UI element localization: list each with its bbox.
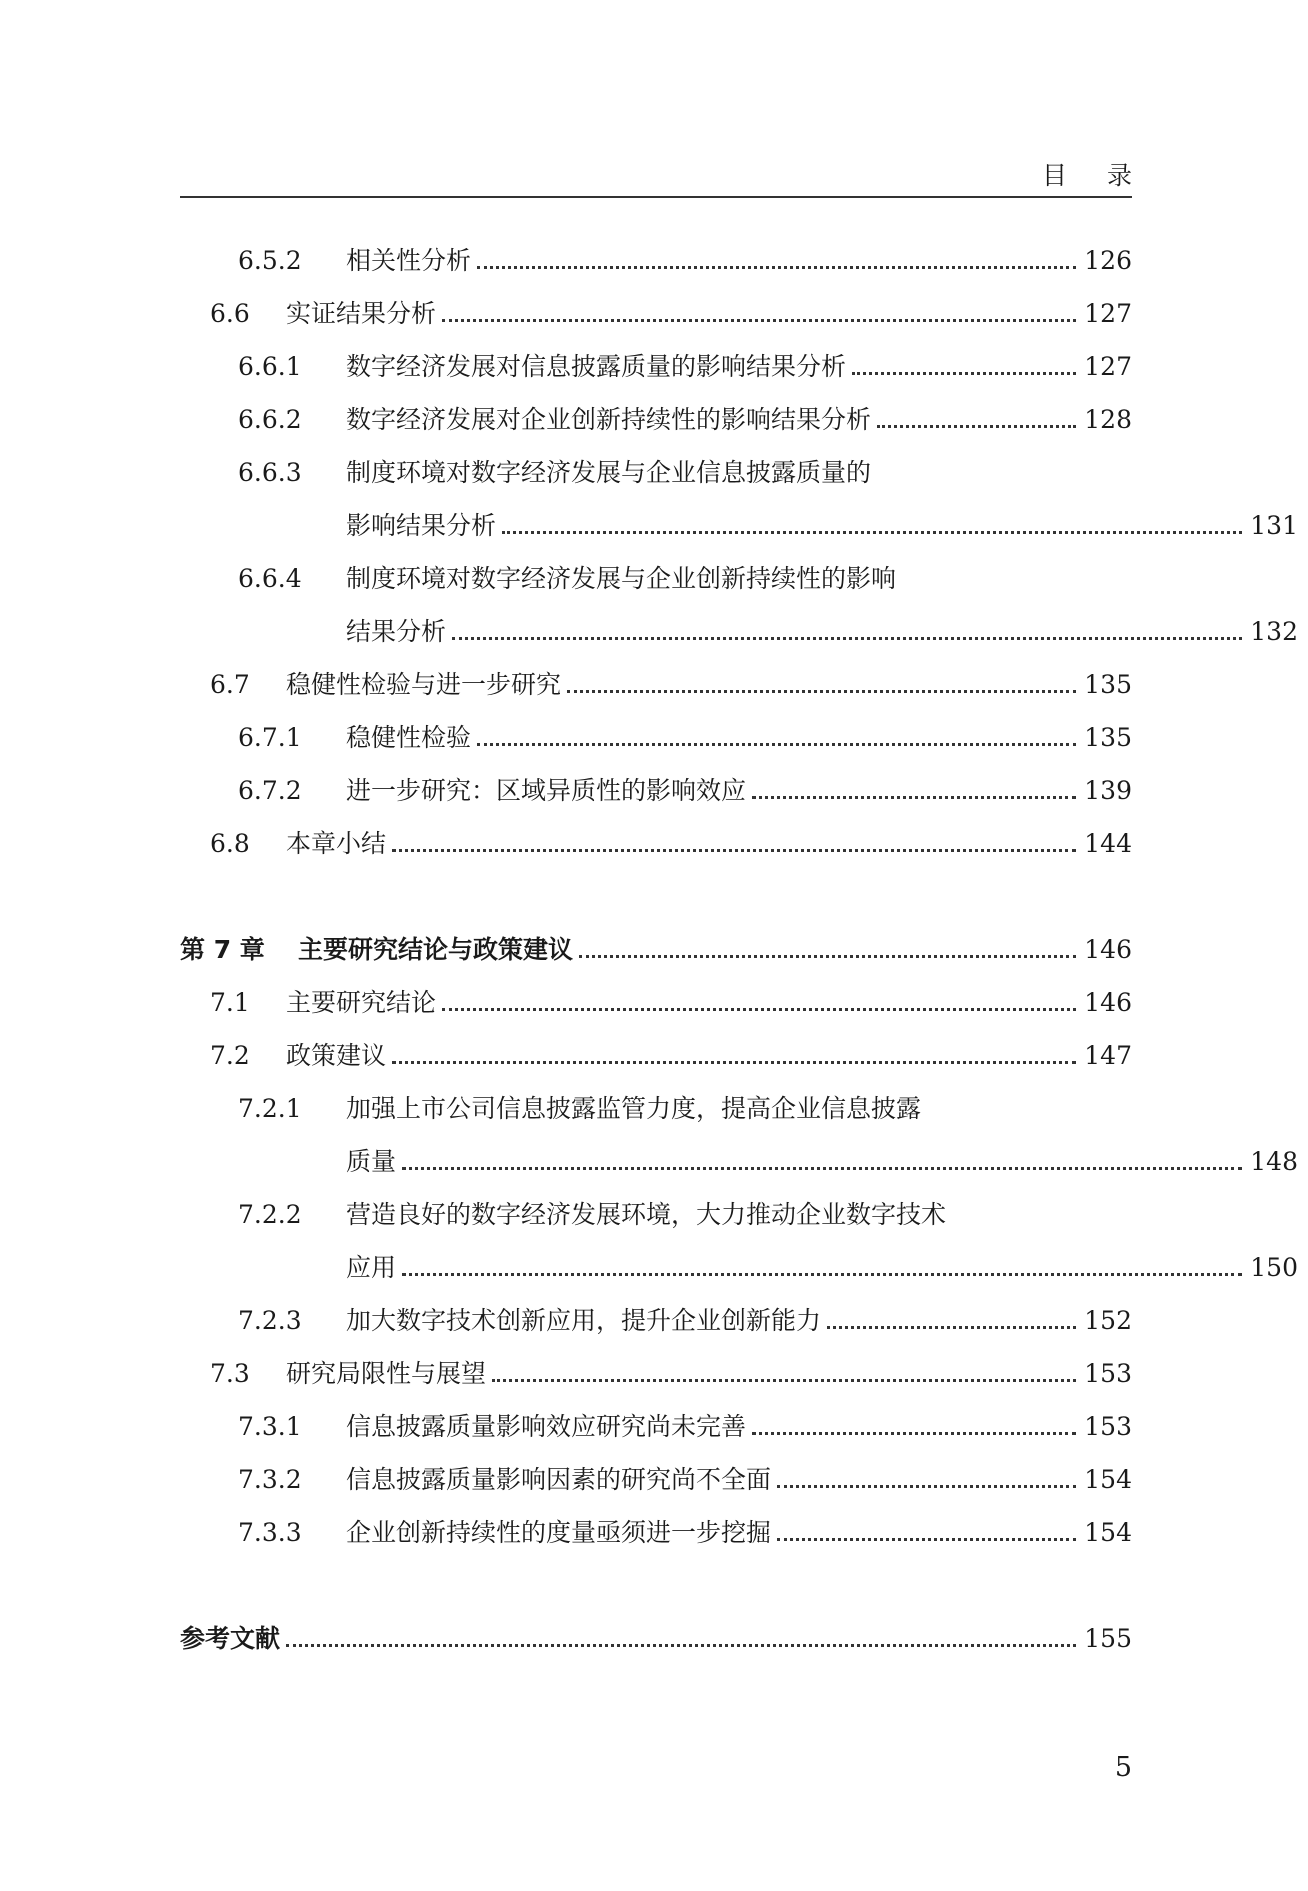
toc-entry xyxy=(180,1298,1132,1338)
toc-entry-page: 150 xyxy=(1250,1253,1298,1282)
toc-entry-page: 153 xyxy=(1084,1412,1132,1441)
toc-chapter-entry xyxy=(180,927,1132,967)
dot-leader xyxy=(579,955,1076,958)
toc-entry xyxy=(180,450,1132,490)
toc-entry-number: 6.8 xyxy=(210,829,250,858)
toc-entry xyxy=(180,715,1132,755)
dot-leader xyxy=(442,1008,1076,1011)
toc-entry-page: 132 xyxy=(1250,617,1298,646)
dot-leader xyxy=(877,425,1076,428)
toc-entry-number: 7.2 xyxy=(210,1041,250,1070)
dot-leader xyxy=(392,1061,1076,1064)
toc-entry-title: 质量 xyxy=(346,1147,397,1176)
dot-leader xyxy=(286,1644,1076,1647)
dot-leader xyxy=(402,1273,1242,1276)
toc-entry-page: 127 xyxy=(1084,352,1132,381)
toc-entry-page: 126 xyxy=(1084,246,1132,275)
dot-leader xyxy=(452,637,1242,640)
dot-leader xyxy=(477,266,1076,269)
toc-entry-number: 7.3.1 xyxy=(238,1412,302,1441)
dot-leader xyxy=(752,1432,1076,1435)
toc-entry-number: 6.7 xyxy=(210,670,250,699)
toc-entry-page: 152 xyxy=(1084,1306,1132,1335)
toc-entry-title: 企业创新持续性的度量亟须进一步挖掘 xyxy=(346,1518,772,1547)
toc-entry-page: 155 xyxy=(1084,1624,1132,1653)
toc-entry-title: 数字经济发展对信息披露质量的影响结果分析 xyxy=(346,352,847,381)
toc-entry-title: 实证结果分析 xyxy=(286,299,437,328)
toc-entry-page: 154 xyxy=(1084,1465,1132,1494)
toc-entry-number: 7.2.3 xyxy=(238,1306,302,1335)
toc-entry xyxy=(180,1192,1132,1232)
toc-entry-title: 加大数字技术创新应用，提升企业创新能力 xyxy=(346,1306,822,1335)
toc-references-entry xyxy=(180,1616,1132,1656)
toc-entry-continuation xyxy=(180,609,1298,649)
toc-entry-number: 7.1 xyxy=(210,988,250,1017)
toc-chapter-title: 主要研究结论与政策建议 xyxy=(298,935,574,964)
toc-entry-number: 7.2.1 xyxy=(238,1094,302,1123)
toc-entry-page: 147 xyxy=(1084,1041,1132,1070)
toc-entry-number: 7.3.2 xyxy=(238,1465,302,1494)
dot-leader xyxy=(827,1326,1076,1329)
toc-entry xyxy=(180,1457,1132,1497)
toc-entry-title: 营造良好的数字经济发展环境，大力推动企业数字技术 xyxy=(346,1200,947,1229)
toc-entry-title: 制度环境对数字经济发展与企业创新持续性的影响 xyxy=(346,564,897,593)
toc-entry-number: 6.6.1 xyxy=(238,352,302,381)
toc-entry-title: 应用 xyxy=(346,1253,397,1282)
toc-entry xyxy=(180,980,1132,1020)
toc-entry-number: 6.6.2 xyxy=(238,405,302,434)
page-number: 5 xyxy=(1114,1752,1132,1783)
toc-chapter-number: 第 7 章 xyxy=(180,935,265,964)
dot-leader xyxy=(477,743,1076,746)
dot-leader xyxy=(392,849,1076,852)
toc-entry xyxy=(180,1351,1132,1391)
toc-entry-title: 结果分析 xyxy=(346,617,447,646)
toc-entry-number: 7.2.2 xyxy=(238,1200,302,1229)
toc-entry-continuation xyxy=(180,1139,1298,1179)
dot-leader xyxy=(752,796,1076,799)
toc-entry-title: 稳健性检验 xyxy=(346,723,472,752)
toc-entry-number: 7.3.3 xyxy=(238,1518,302,1547)
toc-entry-title: 相关性分析 xyxy=(346,246,472,275)
toc-entry-page: 135 xyxy=(1084,670,1132,699)
toc-entry xyxy=(180,768,1132,808)
toc-entry-title: 影响结果分析 xyxy=(346,511,497,540)
toc-entry-title: 数字经济发展对企业创新持续性的影响结果分析 xyxy=(346,405,872,434)
toc-entry-number: 6.6.3 xyxy=(238,458,302,487)
toc-entry xyxy=(180,556,1132,596)
toc-entry-title: 研究局限性与展望 xyxy=(286,1359,487,1388)
toc-entry-title: 加强上市公司信息披露监管力度，提高企业信息披露 xyxy=(346,1094,922,1123)
header-rule xyxy=(180,196,1132,198)
toc-entry-page: 127 xyxy=(1084,299,1132,328)
toc-entry-continuation xyxy=(180,503,1298,543)
toc-entry-page: 144 xyxy=(1084,829,1132,858)
toc-entry-page: 146 xyxy=(1084,935,1132,964)
toc-entry-page: 153 xyxy=(1084,1359,1132,1388)
toc-entry-number: 6.6 xyxy=(210,299,250,328)
toc-entry xyxy=(180,1086,1132,1126)
toc-entry-title: 稳健性检验与进一步研究 xyxy=(286,670,562,699)
toc-entry-title: 进一步研究：区域异质性的影响效应 xyxy=(346,776,747,805)
toc-entry-number: 6.7.1 xyxy=(238,723,302,752)
toc-entry xyxy=(180,344,1132,384)
dot-leader xyxy=(777,1538,1076,1541)
toc-entry-title: 主要研究结论 xyxy=(286,988,437,1017)
toc-entry-continuation xyxy=(180,1245,1298,1285)
toc-entry-number: 7.3 xyxy=(210,1359,250,1388)
toc-entry-title: 信息披露质量影响效应研究尚未完善 xyxy=(346,1412,747,1441)
dot-leader xyxy=(402,1167,1242,1170)
toc-references-title: 参考文献 xyxy=(180,1624,281,1653)
toc-entry-title: 信息披露质量影响因素的研究尚不全面 xyxy=(346,1465,772,1494)
toc-entry-number: 6.5.2 xyxy=(238,246,302,275)
toc-entry-page: 154 xyxy=(1084,1518,1132,1547)
toc-entry-title: 政策建议 xyxy=(286,1041,387,1070)
dot-leader xyxy=(492,1379,1076,1382)
toc-entry-page: 146 xyxy=(1084,988,1132,1017)
dot-leader xyxy=(442,319,1076,322)
running-header: 目录 xyxy=(1041,161,1172,190)
toc-entry xyxy=(180,1404,1132,1444)
toc-entry xyxy=(180,291,1132,331)
toc-entry-number: 6.6.4 xyxy=(238,564,302,593)
toc-entry xyxy=(180,1510,1132,1550)
toc-entry xyxy=(180,662,1132,702)
dot-leader xyxy=(502,531,1242,534)
toc-entry xyxy=(180,238,1132,278)
dot-leader xyxy=(777,1485,1076,1488)
toc-entry-title: 本章小结 xyxy=(286,829,387,858)
toc-entry xyxy=(180,1033,1132,1073)
toc-entry-page: 131 xyxy=(1250,511,1298,540)
toc-entry-page: 139 xyxy=(1084,776,1132,805)
dot-leader xyxy=(852,372,1076,375)
toc-entry-page: 148 xyxy=(1250,1147,1298,1176)
toc-entry-number: 6.7.2 xyxy=(238,776,302,805)
toc-entry xyxy=(180,397,1132,437)
toc-entry-title: 制度环境对数字经济发展与企业信息披露质量的 xyxy=(346,458,872,487)
dot-leader xyxy=(567,690,1076,693)
toc-entry-page: 135 xyxy=(1084,723,1132,752)
toc-entry xyxy=(180,821,1132,861)
toc-entry-page: 128 xyxy=(1084,405,1132,434)
